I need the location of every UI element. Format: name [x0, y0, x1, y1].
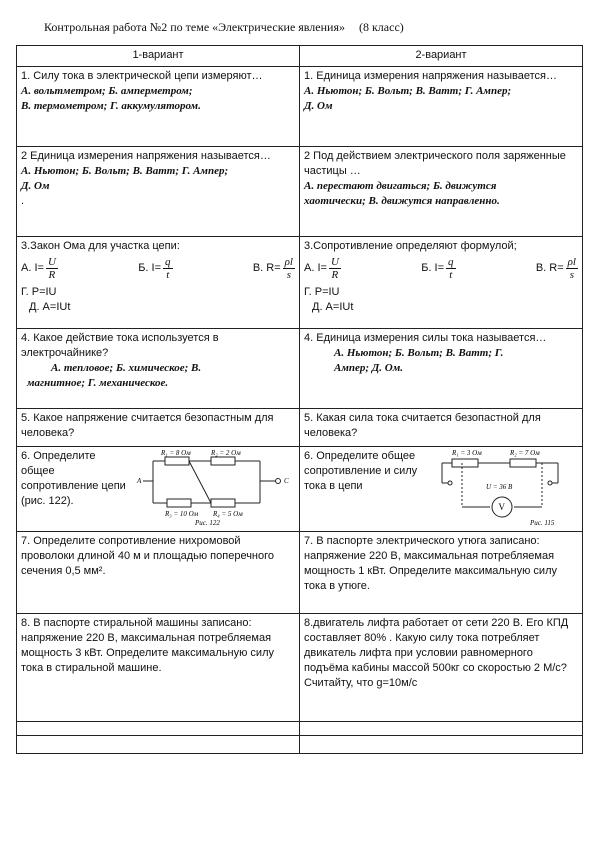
- v1-question-2: 2 Единица измерения напряжения называется… А. Ньютон; Б. Вольт; В. Ватт; Г. Ампер; Д. Ом .: [17, 147, 300, 237]
- resistor-r1: [452, 459, 478, 467]
- v2-question-3: 3.Сопротивление определяют формулой; А. I= $\frac{U}{R}$ Б. I= $\frac{q}{t}$ В. R= $\frac{\rho l}{s}$ Г. P=IU Д. A=IUt: [300, 237, 583, 329]
- svg-text:С: С: [284, 477, 289, 485]
- v2-question-8: 8.двигатель лифта работает от сети 220 В. Его КПД составляет 80% . Какую силу тока потребляет двикатель лифта при условии равномерного подъёма кабины массой 500кг со скоростью 2 М/с? Считайту, что g=10м/с: [300, 614, 583, 722]
- resistor-r2: [510, 459, 536, 467]
- formula-q-over-t: $\frac{q}{t}$: [165, 256, 171, 281]
- svg-text:Рис. 115: Рис. 115: [530, 519, 555, 527]
- svg-text:V: V: [498, 502, 505, 512]
- resistor-r2: [211, 457, 235, 465]
- v1-question-3: 3.Закон Ома для участка цепи: А. I= $\frac{U}{R}$ Б. I= $\frac{q}{t}$ В. R= $\frac{\rho l}{s}$ Г. P=IU Д. A=IUt: [17, 237, 300, 329]
- empty-cell: [17, 736, 300, 754]
- empty-cell: [300, 736, 583, 754]
- v1-question-8: 8. В паспорте стиральной машины записано: напряжение 220 В, максимальная потребляемая мощность 3 кВт. Определите максимальную силу тока в стиральной машине.: [17, 614, 300, 722]
- formula-rho-l-over-s: $\frac{\rho l}{s}$: [284, 256, 293, 281]
- formula-rho-l-over-s: $\frac{\rho l}{s}$: [567, 256, 576, 281]
- v2-question-6: 6. Определите общее сопротивление и силу тока в цепи V R₁ = 3 Ом R₂ = 7 Ом U = 36 В Рис. 115: [300, 447, 583, 532]
- v2-question-7: 7. В паспорте электрического утюга записано: напряжение 220 В, максимальная потребляемая мощность 1 кВт. Определите максимальную силу тока в утюге.: [300, 532, 583, 614]
- formula-u-over-r: $\frac{U}{R}$: [47, 256, 56, 281]
- variant-1-header: 1-вариант: [17, 46, 300, 67]
- v1-question-5: 5. Какое напряжение считается безопастным для человека?: [17, 409, 300, 447]
- svg-text:R₃ = 10 Ом: R₃ = 10 Ом: [165, 510, 199, 518]
- svg-text:Рис. 122: Рис. 122: [195, 519, 220, 527]
- circuit-diagram-115: [438, 449, 578, 527]
- v1-question-4: 4. Какое действие тока используется в электрочайнике? А. тепловое; Б. химическое; В. магнитное; Г. механическое.: [17, 329, 300, 409]
- v1-question-7: 7. Определите сопротивление нихромовой проволоки длиной 40 м и площадью поперечного сечения 0,5 мм².: [17, 532, 300, 614]
- v2-question-2: 2 Под действием электрического поля заряженные частицы … А. перестают двигаться; Б. движутся хаотически; В. движутся направленно.: [300, 147, 583, 237]
- resistor-r3: [167, 499, 191, 507]
- v2-question-1: 1. Единица измерения напряжения называется… А. Ньютон; Б. Вольт; В. Ватт; Г. Ампер; Д. Ом: [300, 67, 583, 147]
- test-table: [16, 45, 583, 754]
- v2-question-5: 5. Какая сила тока считается безопастной для человека?: [300, 409, 583, 447]
- svg-text:R₁ = 3 Ом: R₁ = 3 Ом: [452, 449, 482, 457]
- formula-q-over-t: $\frac{q}{t}$: [448, 256, 454, 281]
- empty-cell: [300, 722, 583, 736]
- svg-text:R₄ = 5 Ом: R₄ = 5 Ом: [213, 510, 243, 518]
- variant-2-header: 2-вариант: [300, 46, 583, 67]
- svg-text:А: А: [137, 477, 142, 485]
- v2-question-4: 4. Единица измерения силы тока называется… А. Ньютон; Б. Вольт; В. Ватт; Г. Ампер; Д. Ом.: [300, 329, 583, 409]
- page-title: Контрольная работа №2 по теме «Электрические явления» (8 класс): [44, 20, 404, 34]
- formula-u-over-r: $\frac{U}{R}$: [330, 256, 339, 281]
- resistor-r1: [165, 457, 189, 465]
- svg-text:U = 36 В: U = 36 В: [486, 483, 513, 491]
- v1-question-1: 1. Силу тока в электрической цепи измеряют… А. вольтметром; Б. амперметром; В. термометром; Г. аккумулятором.: [17, 67, 300, 147]
- resistor-r4: [211, 499, 235, 507]
- svg-text:R₁ = 8 Ом: R₁ = 8 Ом: [161, 449, 191, 457]
- svg-text:R₂ = 7 Ом: R₂ = 7 Ом: [510, 449, 540, 457]
- empty-cell: [17, 722, 300, 736]
- circuit-diagram-122: [135, 449, 295, 527]
- v1-question-6: 6. Определите общее сопротивление цепи (рис. 122). А С R₁ = 8 Ом R₂ = 2 Ом R₃ = 10 Ом R₄ = 5 Ом Рис. 122: [17, 447, 300, 532]
- svg-text:R₂ = 2 Ом: R₂ = 2 Ом: [211, 449, 241, 457]
